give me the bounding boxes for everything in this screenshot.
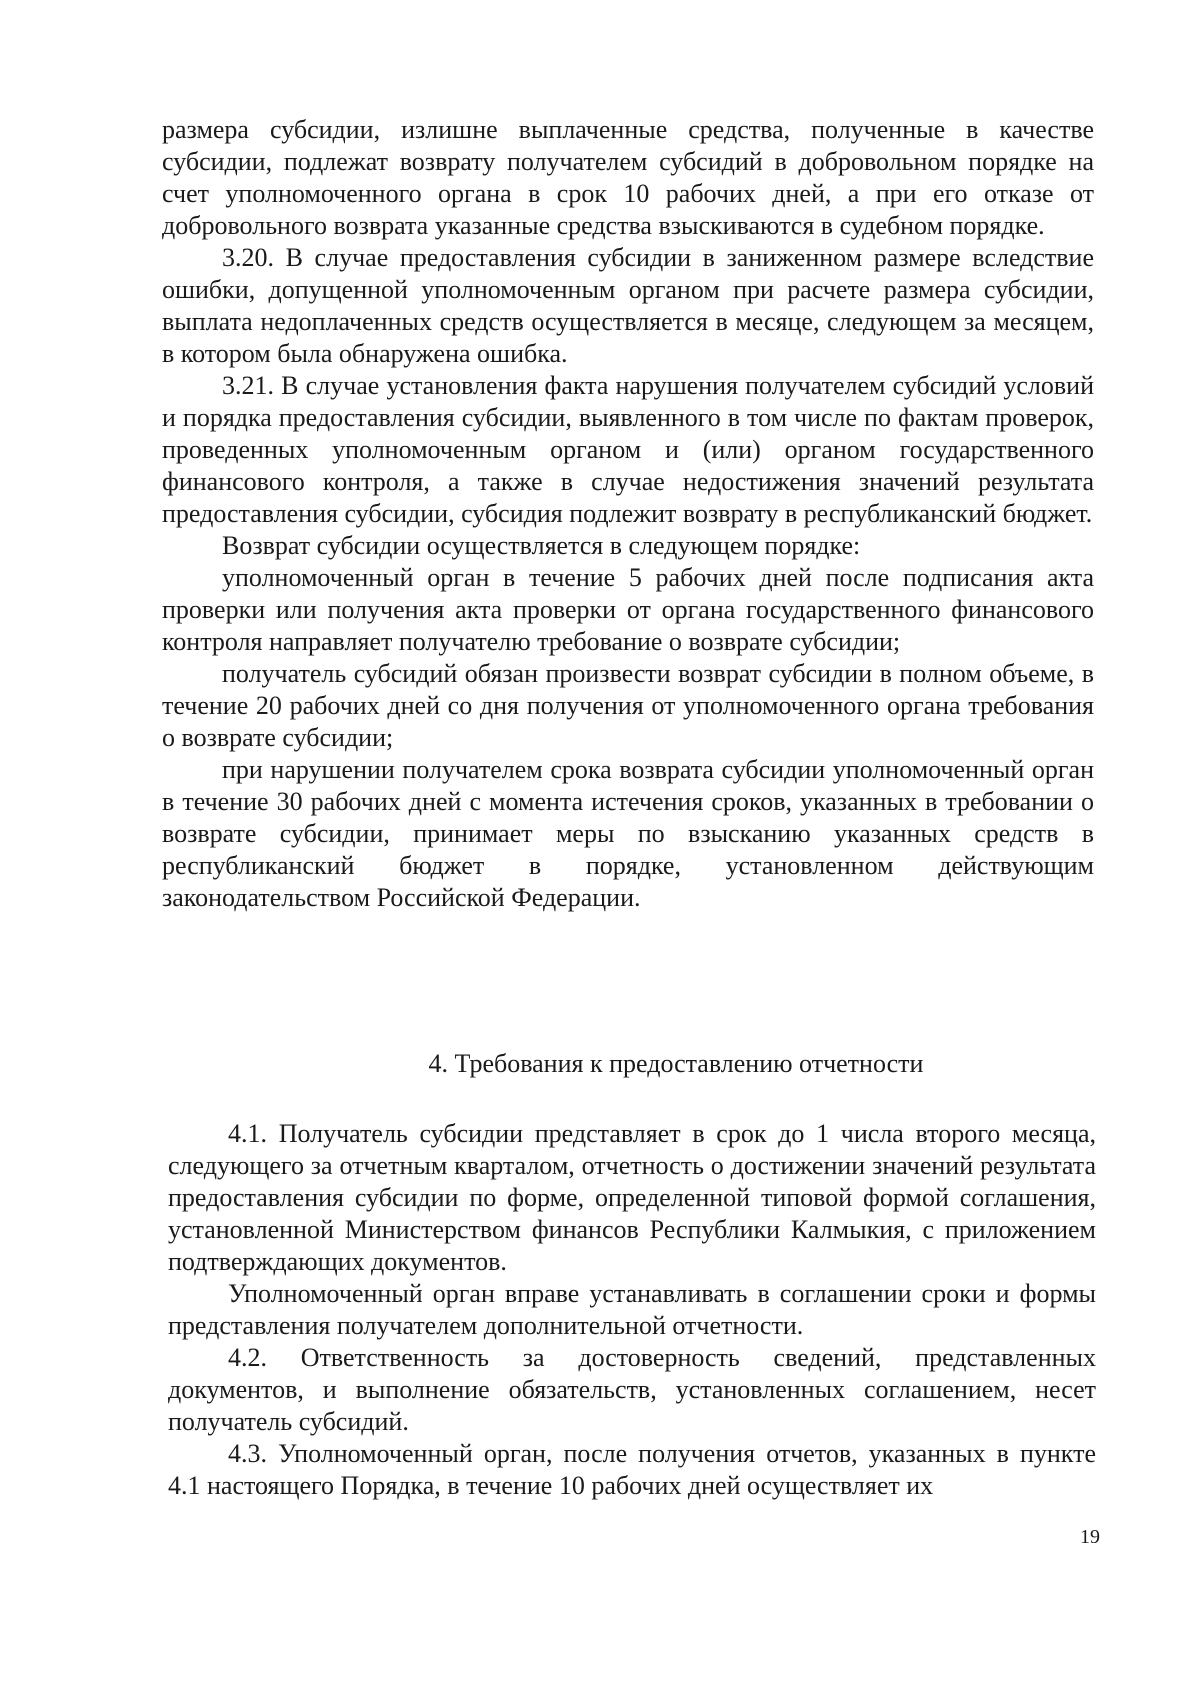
page-number: 19: [1080, 1526, 1100, 1548]
paragraph-4-1: 4.1. Получатель субсидии представляет в срок до 1 числа второго месяца, следующего за отчетным кварталом, отчетность о достижении значений результата предоставления субсидии по форме, определенной типовой формой соглашения, установленной Министерством финансов Республики Калмыкия, с приложением подтверждающих документов.: [168, 1119, 1096, 1276]
paragraph-return-step-1: уполномоченный орган в течение 5 рабочих дней после подписания акта проверки или получения акта проверки от органа государственного финансового контроля направляет получателю требование о возврате субсидии;: [162, 563, 1094, 656]
paragraph-3-21: 3.21. В случае установления факта нарушения получателем субсидий условий и порядка предоставления субсидии, выявленного в том числе по фактам проверок, проведенных уполномоченным органом и (или) органом государственного финансового контроля, а также в случае недостижения значений результата предоставления субсидии, субсидия подлежит возврату в республиканский бюджет.: [162, 371, 1094, 528]
paragraph-return-order: Возврат субсидии осуществляется в следующем порядке:: [222, 531, 861, 560]
section-heading-text: 4. Требования к предоставлению отчетности: [428, 1049, 924, 1078]
paragraph-continuation: размера субсидии, излишне выплаченные средства, полученные в качестве субсидии, подлежат возврату получателем субсидий в добровольном порядке на счет уполномоченного органа в срок 10 рабочих дней, а при его отказе от добровольного возврата указанные средства взыскиваются в судебном порядке.: [162, 115, 1094, 240]
body-text-lower: [168, 1118, 1096, 1502]
paragraph-4-2: 4.2. Ответственность за достоверность сведений, представленных документов, и выполнение обязательств, установленных соглашением, несет получатель субсидий.: [168, 1343, 1096, 1436]
paragraph-4-3: 4.3. Уполномоченный орган, после получения отчетов, указанных в пункте 4.1 настоящего Порядка, в течение 10 рабочих дней осуществляет их: [168, 1439, 1096, 1500]
paragraph-3-20: 3.20. В случае предоставления субсидии в заниженном размере вследствие ошибки, допущенной уполномоченным органом при расчете размера субсидии, выплата недоплаченных средств осуществляется в месяце, следующем за месяцем, в котором была обнаружена ошибка.: [162, 243, 1094, 368]
section-heading: [162, 1048, 1094, 1080]
paragraph-return-step-2: получатель субсидий обязан произвести возврат субсидии в полном объеме, в течение 20 рабочих дней со дня получения от уполномоченного органа требования о возврате субсидии;: [162, 659, 1094, 752]
body-text-upper: [162, 114, 1094, 914]
paragraph-additional-reporting: Уполномоченный орган вправе устанавливать в соглашении сроки и формы представления получателем дополнительной отчетности.: [168, 1279, 1096, 1340]
paragraph-return-step-3: при нарушении получателем срока возврата субсидии уполномоченный орган в течение 30 рабочих дней с момента истечения сроков, указанных в требовании о возврате субсидии, принимает меры по взысканию указанных средств в республиканский бюджет в порядке, установленном действующим законодательством Российской Федерации.: [162, 755, 1094, 912]
